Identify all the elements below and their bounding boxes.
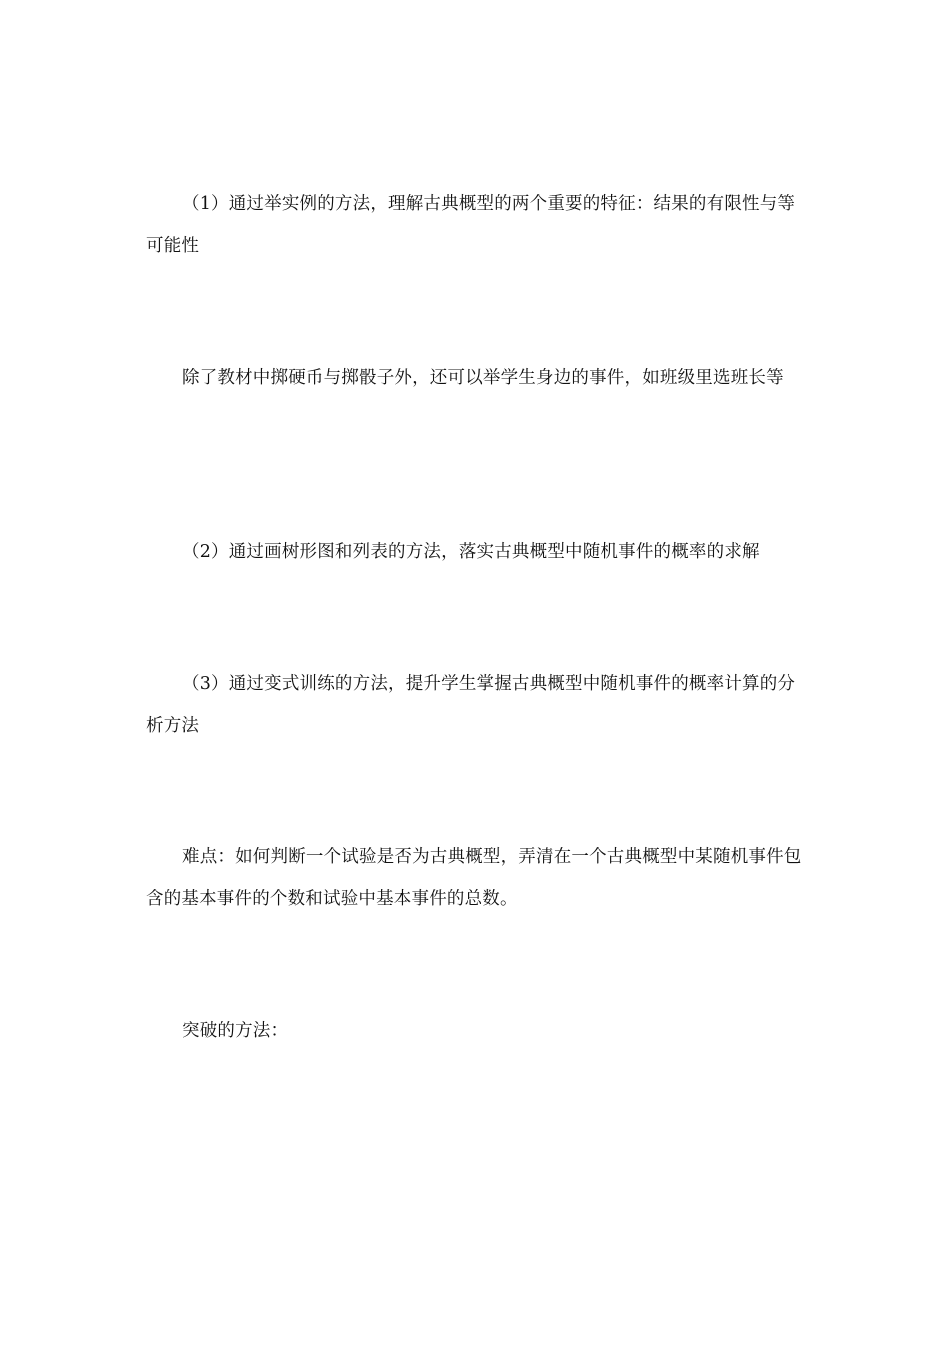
paragraph-objective-2: （2）通过画树形图和列表的方法，落实古典概型中随机事件的概率的求解 [182,542,760,562]
paragraph-objective-3: （3）通过变式训练的方法，提升学生掌握古典概型中随机事件的概率计算的分析方法 [146,674,796,736]
paragraph-breakthrough-method: 突破的方法： [182,1021,289,1041]
paragraph-example-note: 除了教材中掷硬币与掷骰子外，还可以举学生身边的事件，如班级里选班长等 [182,368,784,388]
paragraph-difficulty: 难点：如何判断一个试验是否为古典概型，弄清在一个古典概型中某随机事件包含的基本事件的个数和试验中基本事件的总数。 [146,847,802,909]
paragraph-objective-1: （1）通过举实例的方法，理解古典概型的两个重要的特征：结果的有限性与等可能性 [146,194,796,256]
